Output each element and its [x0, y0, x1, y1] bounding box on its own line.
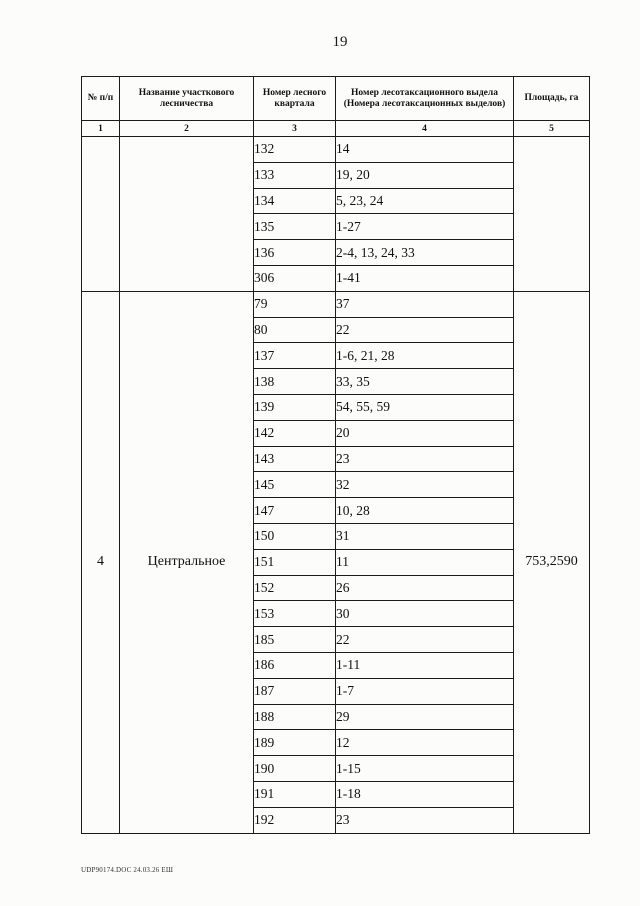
quarter-number: 192: [254, 807, 336, 833]
row-number: 4: [82, 291, 120, 833]
allotment-numbers: 22: [336, 317, 514, 343]
allotment-numbers: 22: [336, 627, 514, 653]
allotment-numbers: 31: [336, 523, 514, 549]
forest-table: [81, 76, 590, 834]
quarter-number: 142: [254, 420, 336, 446]
quarter-number: 306: [254, 265, 336, 291]
column-number: 4: [336, 121, 514, 137]
allotment-numbers: 33, 35: [336, 369, 514, 395]
allotment-numbers: 2-4, 13, 24, 33: [336, 240, 514, 266]
quarter-number: 191: [254, 781, 336, 807]
allotment-numbers: 12: [336, 730, 514, 756]
quarter-number: 189: [254, 730, 336, 756]
quarter-number: 147: [254, 498, 336, 524]
column-number: 3: [254, 121, 336, 137]
allotment-numbers: 5, 23, 24: [336, 188, 514, 214]
quarter-number: 139: [254, 394, 336, 420]
header-quarter-number: Номер лесного квартала: [254, 77, 336, 121]
quarter-number: 186: [254, 652, 336, 678]
allotment-numbers: 1-18: [336, 781, 514, 807]
quarter-number: 133: [254, 162, 336, 188]
quarter-number: 187: [254, 678, 336, 704]
allotment-numbers: 1-27: [336, 214, 514, 240]
allotment-numbers: 11: [336, 549, 514, 575]
allotment-numbers: 1-15: [336, 756, 514, 782]
allotment-numbers: 1-11: [336, 652, 514, 678]
quarter-number: 143: [254, 446, 336, 472]
row-number: [82, 137, 120, 292]
allotment-numbers: 37: [336, 291, 514, 317]
allotment-numbers: 1-7: [336, 678, 514, 704]
allotment-numbers: 10, 28: [336, 498, 514, 524]
header-number: № п/п: [82, 77, 120, 121]
quarter-number: 145: [254, 472, 336, 498]
allotment-numbers: 54, 55, 59: [336, 394, 514, 420]
table-body: [82, 137, 590, 834]
allotment-numbers: 19, 20: [336, 162, 514, 188]
allotment-numbers: 32: [336, 472, 514, 498]
allotment-numbers: 23: [336, 807, 514, 833]
quarter-number: 190: [254, 756, 336, 782]
quarter-number: 152: [254, 575, 336, 601]
quarter-number: 79: [254, 291, 336, 317]
area-value: 753,2590: [514, 291, 590, 833]
table-row: [82, 137, 590, 163]
table-row: [82, 291, 590, 317]
quarter-number: 135: [254, 214, 336, 240]
quarter-number: 134: [254, 188, 336, 214]
allotment-numbers: 23: [336, 446, 514, 472]
header-forestry-name: Название участкового лесничества: [120, 77, 254, 121]
allotment-numbers: 29: [336, 704, 514, 730]
column-number: 1: [82, 121, 120, 137]
quarter-number: 151: [254, 549, 336, 575]
allotment-numbers: 14: [336, 137, 514, 163]
quarter-number: 153: [254, 601, 336, 627]
quarter-number: 138: [254, 369, 336, 395]
allotment-numbers: 1-6, 21, 28: [336, 343, 514, 369]
allotment-numbers: 1-41: [336, 265, 514, 291]
header-row: [82, 77, 590, 121]
allotment-numbers: 26: [336, 575, 514, 601]
footer-file-stamp: UDP90174.DOC 24.03.26 ЕШ: [81, 866, 174, 874]
column-number: 2: [120, 121, 254, 137]
quarter-number: 132: [254, 137, 336, 163]
column-number: 5: [514, 121, 590, 137]
forestry-name: [120, 137, 254, 292]
allotment-numbers: 20: [336, 420, 514, 446]
allotment-numbers: 30: [336, 601, 514, 627]
column-number-row: [82, 121, 590, 137]
header-allotment-number: Номер лесотаксационного выдела (Номера лесотаксационных выделов): [336, 77, 514, 121]
page-number: 19: [332, 34, 348, 50]
quarter-number: 185: [254, 627, 336, 653]
quarter-number: 188: [254, 704, 336, 730]
quarter-number: 80: [254, 317, 336, 343]
header-area: Площадь, га: [514, 77, 590, 121]
area-value: [514, 137, 590, 292]
quarter-number: 136: [254, 240, 336, 266]
quarter-number: 137: [254, 343, 336, 369]
quarter-number: 150: [254, 523, 336, 549]
forestry-name: Центральное: [120, 291, 254, 833]
